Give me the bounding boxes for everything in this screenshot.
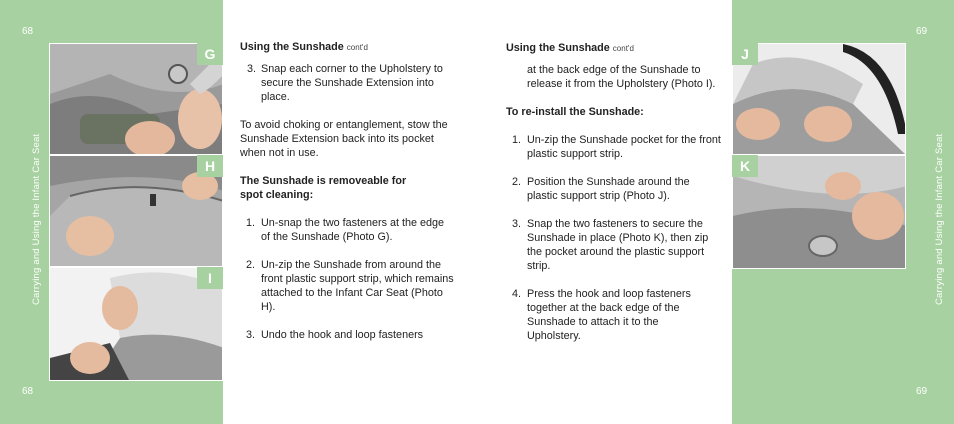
continued-text: at the back edge of the Sunshade to release it from the Upholstery (Photo I).	[527, 64, 716, 90]
text-column-1	[240, 40, 455, 342]
photo-label-k: K	[732, 155, 758, 177]
step-number: 1.	[246, 217, 256, 229]
step-number: 4.	[512, 288, 522, 300]
column1-step3	[240, 62, 455, 104]
photo-k	[732, 155, 906, 269]
column1-heading: Using the Sunshade	[240, 41, 344, 53]
page-number-top-right: 69	[916, 26, 928, 37]
list-item	[240, 216, 455, 244]
list-item	[506, 217, 721, 273]
list-item	[506, 175, 721, 203]
photo-label-j: J	[732, 43, 758, 65]
step-number: 3.	[247, 63, 257, 75]
side-title-right: Carrying and Using the Infant Car Seat	[934, 133, 945, 305]
list-item	[506, 133, 721, 161]
photo-label-g: G	[197, 43, 223, 65]
step-text: Position the Sunshade around the plastic support strip (Photo J).	[527, 176, 690, 202]
step-text: Undo the hook and loop fasteners	[261, 329, 424, 341]
text-column-2	[506, 41, 721, 343]
step-number: 2.	[512, 176, 522, 188]
step-text: Snap each corner to the Upholstery to secure the Sunshade Extension into place.	[261, 63, 443, 103]
step-number: 1.	[512, 134, 522, 146]
column2-heading: Using the Sunshade	[506, 42, 610, 54]
column2-heading-suffix: cont'd	[612, 44, 634, 53]
column2-subheading: To re-install the Sunshade:	[506, 106, 644, 118]
list-item	[240, 258, 455, 314]
photo-label-h: H	[197, 155, 223, 177]
step-text: Un-snap the two fasteners at the edge of the Sunshade (Photo G).	[261, 217, 445, 243]
photo-label-i: I	[197, 267, 223, 289]
list-item	[506, 287, 706, 343]
step-number: 3.	[246, 329, 256, 341]
page-number-bottom-left: 68	[22, 386, 34, 397]
column1-subheading: The Sunshade is removeable for spot cleaning:	[240, 175, 407, 201]
column1-heading-suffix: cont'd	[346, 43, 368, 52]
step-number: 3.	[512, 218, 522, 230]
step-text: Press the hook and loop fasteners together at the back edge of the Sunshade to attach it to the Upholstery.	[527, 288, 691, 342]
photo-j	[732, 43, 906, 155]
page-number-bottom-right: 69	[916, 386, 928, 397]
list-item	[240, 328, 455, 342]
step-text: Un-zip the Sunshade from around the front plastic support strip, which remains attached to the Infant Car Seat (Photo H).	[261, 259, 454, 313]
step-text: Un-zip the Sunshade pocket for the front plastic support strip.	[527, 134, 721, 160]
step-number: 2.	[246, 259, 256, 271]
page-number-top-left: 68	[22, 26, 34, 37]
side-title-left: Carrying and Using the Infant Car Seat	[31, 133, 42, 305]
warning-text: To avoid choking or entanglement, stow the Sunshade Extension back into its pocket when not in use.	[240, 119, 448, 159]
step-text: Snap the two fasteners to secure the Sunshade in place (Photo K), then zip the pocket around the plastic support strip.	[527, 218, 709, 272]
